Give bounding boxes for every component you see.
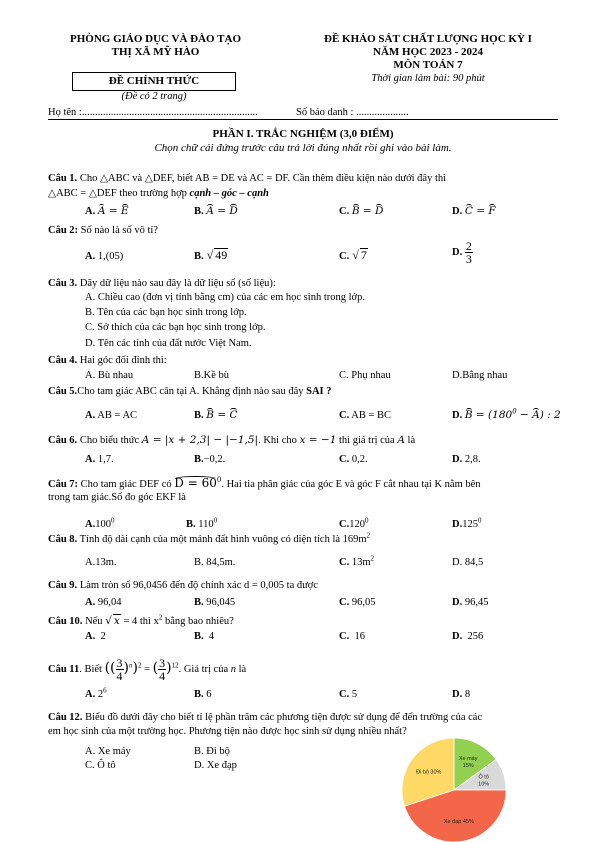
- q12-option-b[interactable]: B. Đi bộ: [194, 746, 230, 757]
- part1-title: PHẦN I. TRẮC NGHIỆM (3,0 ĐIỂM): [212, 128, 394, 140]
- case-name: cạnh – góc – cạnh: [189, 188, 269, 199]
- question-11: Câu 11. Biết (( $\frac{3}{4}$ )$^n$)$^2$ = ( $\frac{3}{4}$ )$^{12}$. Giá trị của n là: [48, 656, 247, 683]
- q4-option-d[interactable]: D.Bằng nhau: [452, 370, 508, 381]
- school-year: NĂM HỌC 2023 - 2024: [373, 46, 483, 58]
- q8-option-d[interactable]: D. 84,5: [452, 557, 484, 568]
- official-badge: ĐỀ CHÍNH THỨC: [72, 72, 236, 91]
- q1-option-c[interactable]: C. B = D: [339, 205, 384, 217]
- question-9: Câu 9. Làm tròn số 96,0456 đến độ chính xác d = 0,005 ta được: [48, 580, 319, 591]
- q9-option-a[interactable]: A. 96,04: [85, 597, 122, 608]
- candidate-id-field: Số báo danh : ....................: [296, 107, 409, 118]
- question-3: Câu 3. Dãy dữ liệu nào sau đây là dữ liệu số (số liệu):: [48, 278, 276, 289]
- q11-option-b[interactable]: B. 6: [194, 689, 212, 700]
- q7-option-b[interactable]: B. $110^0$: [186, 516, 218, 530]
- pie-label-0: Xe máy 15%: [458, 756, 478, 770]
- q8-option-a[interactable]: A.13m.: [85, 557, 117, 568]
- question-12: Câu 12. Biểu đồ dưới đây cho biết tỉ lệ phần trăm các phương tiện được sử dụng để đến trường của các: [48, 712, 483, 723]
- q10-option-c[interactable]: C. 16: [339, 631, 365, 642]
- question-6: Câu 6. Cho biểu thức A = |x + 2,3| − |−1,5|. Khi cho x = −1 thì giá trị của A là: [48, 434, 416, 446]
- q5-option-d[interactable]: D. $B = (180^0 - A)$ : 2: [452, 407, 561, 421]
- q11-option-a[interactable]: A. $2^6$: [85, 686, 107, 700]
- question-1-line2: △ABC = △DEF theo trường hợp cạnh – góc – cạnh: [48, 188, 269, 199]
- q3-option-d[interactable]: D. Tên các tỉnh của đất nước Việt Nam.: [85, 338, 252, 349]
- question-5: Câu 5.Cho tam giác ABC cân tại A. Khẳng định nào sau đây SAI ?: [48, 386, 332, 397]
- pie-label-2: Xe đạp 45%: [443, 818, 474, 825]
- q9-option-d[interactable]: D. 96,45: [452, 597, 489, 608]
- q2-option-a[interactable]: A. 1,(05): [85, 251, 124, 262]
- q8-option-c[interactable]: C. $13m^2$: [339, 554, 375, 568]
- q5-option-b[interactable]: B. B = C: [194, 409, 238, 421]
- q4-option-a[interactable]: A. Bù nhau: [85, 370, 134, 381]
- q4-option-b[interactable]: B.Kề bù: [194, 370, 229, 381]
- q2-option-b[interactable]: B. √ 49: [194, 248, 228, 262]
- question-7-line2: trong tam giác.Số đo góc EKF là: [48, 492, 186, 503]
- question-8: Câu 8. Tính độ dài cạnh của một mảnh đất hình vuông có diện tích là $169m^2$: [48, 531, 371, 545]
- pie-label-3: Đi bộ 30%: [416, 769, 442, 776]
- department-name: PHÒNG GIÁO DỤC VÀ ĐÀO TẠO: [69, 33, 242, 45]
- q12-option-a[interactable]: A. Xe máy: [85, 746, 131, 757]
- q3-option-c[interactable]: C. Sở thích của các bạn học sinh trong lớp.: [85, 322, 266, 333]
- q8-option-b[interactable]: B. 84,5m.: [194, 557, 236, 568]
- q2-option-c[interactable]: C. √ 7: [339, 248, 367, 262]
- q1-option-b[interactable]: B. A = D: [194, 205, 238, 217]
- q6-option-c[interactable]: C. 0,2.: [339, 454, 368, 465]
- question-4: Câu 4. Hai góc đối đỉnh thì:: [48, 355, 167, 366]
- header-divider: [48, 119, 558, 120]
- q1-option-d[interactable]: D. C = F: [452, 205, 496, 217]
- q5-option-c[interactable]: C. AB = BC: [339, 410, 392, 421]
- question-label: Câu 1.: [48, 173, 78, 184]
- q12-option-c[interactable]: C. Ô tô: [85, 760, 116, 771]
- part1-instruction: Chọn chữ cái đứng trước câu trả lời đúng nhất rồi ghi vào bài làm.: [154, 142, 452, 154]
- q7-option-d[interactable]: D.125$^0$: [452, 516, 482, 530]
- q3-option-a[interactable]: A. Chiều cao (đơn vị tính bằng cm) của các em học sinh trong lớp.: [85, 292, 365, 303]
- exam-title: ĐỀ KHẢO SÁT CHẤT LƯỢNG HỌC KỲ I: [324, 33, 532, 45]
- q11-option-c[interactable]: C. 5: [339, 689, 358, 700]
- question-2: Câu 2: Số nào là số vô tỉ?: [48, 225, 158, 236]
- q11-option-d[interactable]: D. 8: [452, 689, 471, 700]
- q2-option-d[interactable]: D. $\frac{2}{3}$: [452, 239, 472, 266]
- q6-option-d[interactable]: D. 2,8.: [452, 454, 481, 465]
- q5-option-a[interactable]: A. AB = AC: [85, 410, 138, 421]
- q9-option-c[interactable]: C. 96,05: [339, 597, 376, 608]
- q6-option-b[interactable]: B.−0,2.: [194, 454, 226, 465]
- q7-option-a[interactable]: A.100$^0$: [85, 516, 115, 530]
- question-7: Câu 7: Cho tam giác DEF có $D = 60^0$. Hai tia phân giác của góc E và góc F cắt nhau tại K nằm bên: [48, 476, 481, 490]
- district-name: THỊ XÃ MỸ HÀO: [111, 46, 200, 58]
- pie-label-1: Ô tô 10%: [478, 774, 490, 788]
- question-1: Câu 1. Cho △ABC và △DEF, biết AB = DE và AC = DF. Cần thêm điều kiện nào dưới đây thì: [48, 173, 447, 184]
- question-10: Câu 10. Nếu √ x = 4 thì $x^2$ bằng bao nhiêu?: [48, 613, 234, 627]
- q7-option-c[interactable]: C.120$^0$: [339, 516, 369, 530]
- transport-pie-chart: [398, 734, 510, 842]
- q6-option-a[interactable]: A. 1,7.: [85, 454, 114, 465]
- q4-option-c[interactable]: C. Phụ nhau: [339, 370, 391, 381]
- q9-option-b[interactable]: B. 96,045: [194, 597, 236, 608]
- q1-option-a[interactable]: A. A = E: [85, 205, 129, 217]
- question-12-line2: em học sinh của một trường học. Phương tiện nào được học sinh sử dụng nhiều nhất?: [48, 726, 407, 737]
- q10-option-a[interactable]: A. 2: [85, 631, 106, 642]
- pages-note: (Đề có 2 trang): [121, 91, 187, 102]
- subject: MÔN TOÁN 7: [393, 59, 463, 71]
- q12-option-d[interactable]: D. Xe đạp: [194, 760, 237, 771]
- q10-option-d[interactable]: D. 256: [452, 631, 484, 642]
- exam-time: Thời gian làm bài: 90 phút: [371, 73, 485, 84]
- q10-option-b[interactable]: B. 4: [194, 631, 215, 642]
- q3-option-b[interactable]: B. Tên của các bạn học sinh trong lớp.: [85, 307, 247, 318]
- name-field: Họ tên :...................................................................: [48, 107, 258, 118]
- expression: A = |x + 2,3| − |−1,5|: [141, 434, 259, 446]
